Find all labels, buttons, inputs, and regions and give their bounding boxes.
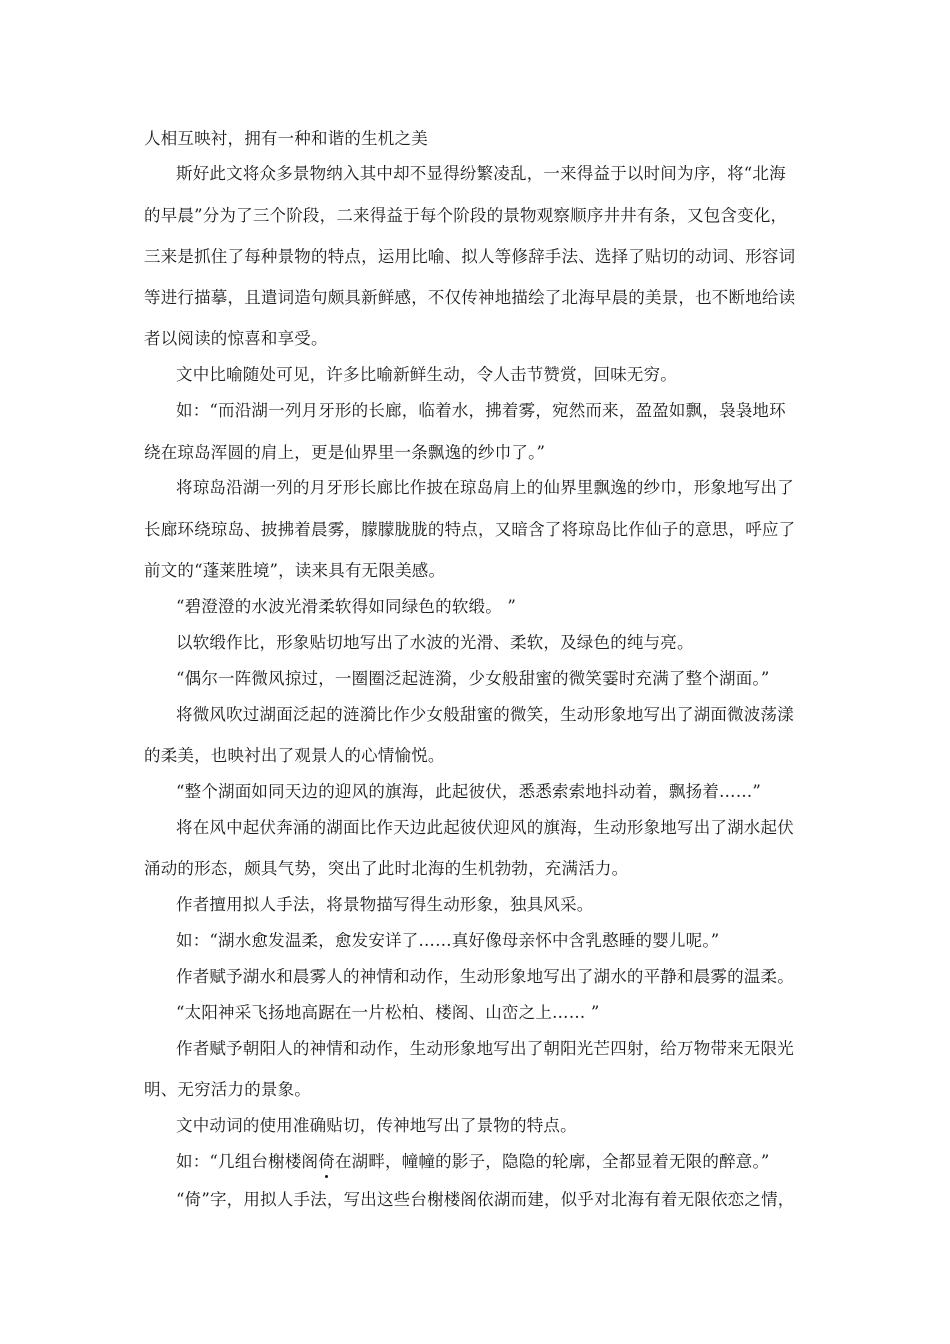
text-line-17: 的柔美，也映衬出了观景人的心情愉悦。 — [144, 746, 445, 765]
text-line-25: 作者赋予朝阳人的神情和动作，生动形象地写出了朝阳光芒四射，给万物带来无限光 — [176, 1039, 794, 1058]
emphasis-dot-char: 倚 — [318, 1152, 335, 1171]
text-line-15: “偶尔一阵微风掠过，一圈圈泛起涟漪，少女般甜蜜的微笑霎时充满了整个湖面。” — [176, 669, 770, 688]
text-line-29: “倚”字，用拟人手法，写出这些台榭楼阁依湖而建，似乎对北海有着无限依恋之情， — [176, 1190, 795, 1209]
text-line-24: “太阳神采飞扬地高踞在一片松柏、楼阁、山峦之上…… ” — [176, 1003, 600, 1022]
text-line-23: 作者赋予湖水和晨雾人的神情和动作，生动形象地写出了湖水的平静和晨雾的温柔。 — [176, 967, 794, 986]
text-segment: 如：“几组台榭楼阁 — [176, 1152, 319, 1171]
text-line-3: 的早晨”分为了三个阶段，二来得益于每个阶段的景物观察顺序井井有条，又包含变化， — [144, 206, 788, 225]
text-line-27: 文中动词的使用准确贴切，传神地写出了景物的特点。 — [176, 1116, 577, 1135]
text-line-22: 如：“湖水愈发温柔，愈发安详了……真好像母亲怀中含乳憨睡的婴儿呢。” — [176, 931, 720, 950]
text-line-11: 长廊环绕琼岛、披拂着晨雾，朦朦胧胧的特点，又暗含了将琼岛比作仙子的意思，呼应了 — [144, 520, 796, 539]
text-line-19: 将在风中起伏奔涌的湖面比作天边此起彼伏迎风的旗海，生动形象地写出了湖水起伏 — [176, 818, 794, 837]
text-line-9: 绕在琼岛浑圆的肩上，更是仙界里一条飘逸的纱巾了。” — [144, 443, 546, 462]
text-line-10: 将琼岛沿湖一列的月牙形长廊比作披在琼岛肩上的仙界里飘逸的纱巾，形象地写出了 — [176, 478, 794, 497]
text-line-6: 者以阅读的惊喜和享受。 — [144, 329, 328, 348]
text-line-28 — [176, 1152, 770, 1172]
text-line-4: 三来是抓住了每种景物的特点，运用比喻、拟人等修辞手法、选择了贴切的动词、形容词 — [144, 247, 796, 266]
text-segment: 在湖畔，幢幢的影子，隐隐的轮廓，全都显着无限的醉意。” — [334, 1152, 770, 1171]
text-line-7: 文中比喻随处可见，许多比喻新鲜生动，令人击节赞赏，回味无穷。 — [176, 365, 677, 384]
text-line-12: 前文的“蓬莱胜境”，读来具有无限美感。 — [144, 561, 446, 580]
text-line-18: “整个湖面如同天边的迎风的旗海，此起彼伏，悉悉索索地抖动着，飘扬着……” — [176, 782, 762, 801]
text-line-16: 将微风吹过湖面泛起的涟漪比作少女般甜蜜的微笑，生动形象地写出了湖面微波荡漾 — [176, 705, 794, 724]
text-line-20: 涌动的形态，颇具气势，突出了此时北海的生机勃勃，充满活力。 — [144, 859, 629, 878]
text-line-26: 明、无穷活力的景象。 — [144, 1080, 311, 1099]
text-line-5: 等进行描摹，且遣词造句颇具新鲜感，不仅传神地描绘了北海早晨的美景，也不断地给读 — [144, 288, 796, 307]
text-line-8: 如：“而沿湖一列月牙形的长廊，临着水，拂着雾，宛然而来，盈盈如飘，袅袅地环 — [176, 401, 786, 420]
text-line-14: 以软缎作比，形象贴切地写出了水波的光滑、柔软，及绿色的纯与亮。 — [176, 633, 694, 652]
text-line-21: 作者擅用拟人手法，将景物描写得生动形象，独具风采。 — [176, 895, 594, 914]
text-line-13: “碧澄澄的水波光滑柔软得如同绿色的软缎。 ” — [176, 597, 517, 616]
text-line-2: 斯好此文将众多景物纳入其中却不显得纷繁凌乱，一来得益于以时间为序，将“北海 — [176, 164, 786, 183]
text-line-1: 人相互映衬，拥有一种和谐的生机之美 — [144, 129, 428, 148]
